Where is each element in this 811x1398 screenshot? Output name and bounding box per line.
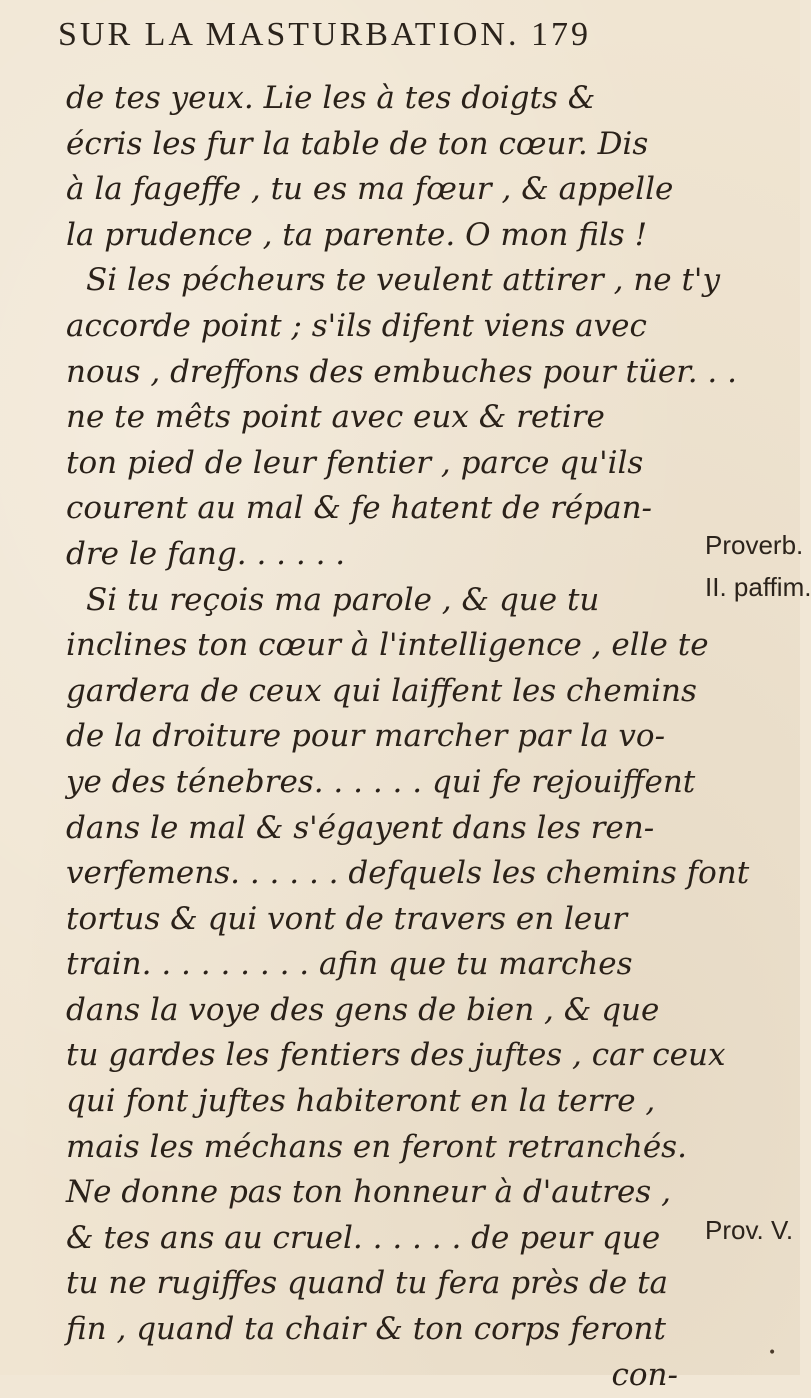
text-line-1: de tes yeux. Lie les à tes doigts &: [66, 80, 596, 116]
text-line-21: dans la voye des gens de bien , & que: [66, 991, 660, 1028]
text-line-23: qui font juftes habiteront en la terre ,: [66, 1083, 656, 1120]
text-line-13: inclines ton cœur à l'intelligence , elle te: [66, 627, 709, 664]
text-line-25: Ne donne pas ton honneur à d'autres ,: [66, 1174, 671, 1211]
text-line-4: la prudence , ta parente. O mon fils !: [66, 216, 648, 253]
text-line-7: nous , dreffons des embuches pour tüer. . .: [66, 353, 737, 390]
text-line-3: à la fageffe , tu es ma fœur , & appelle: [66, 171, 674, 208]
text-line-17: dans le mal & s'égayent dans les ren-: [66, 809, 655, 846]
text-line-20: train. . . . . . . . . afin que tu marches: [66, 946, 633, 983]
text-line-12: Si tu reçois ma parole , & que tu: [86, 581, 600, 618]
text-line-24: mais les méchans en feront retranchés.: [66, 1128, 687, 1165]
text-line-2: écris les fur la table de ton cœur. Dis: [66, 125, 649, 162]
margin-note-prov-v: Prov. V.: [705, 1215, 794, 1245]
text-line-18: verfemens. . . . . . defquels les chemins font: [66, 855, 750, 892]
text-line-27: tu ne rugiffes quand tu fera près de ta: [66, 1265, 669, 1302]
text-line-26: & tes ans au cruel. . . . . . de peur que: [66, 1219, 661, 1256]
text-line-15: de la droiture pour marcher par la vo-: [66, 718, 666, 755]
text-line-22: tu gardes les fentiers des juftes , car ceux: [66, 1037, 726, 1074]
text-line-10: courent au mal & fe hatent de répan-: [66, 490, 653, 527]
text-line-14: gardera de ceux qui laiffent les chemins: [66, 672, 697, 709]
text-line-8: ne te mêts point avec eux & retire: [66, 399, 605, 436]
text-line-9: ton pied de leur fentier , parce qu'ils: [66, 444, 644, 481]
running-head: SUR LA MASTURBATION. 179: [58, 16, 591, 53]
margin-note-passim: II. paffim.: [705, 572, 811, 602]
text-line-6: accorde point ; s'ils difent viens avec: [66, 307, 647, 344]
text-line-5: Si les pécheurs te veulent attirer , ne t'y: [86, 262, 720, 299]
ink-speck: •: [768, 1345, 777, 1361]
catchword: con-: [611, 1356, 678, 1393]
text-line-16: ye des ténebres. . . . . . qui fe rejouiffent: [66, 763, 696, 800]
text-line-11: dre le fang. . . . . .: [66, 535, 346, 572]
text-line-28: fin , quand ta chair & ton corps feront: [66, 1311, 666, 1348]
margin-note-proverb: Proverb.: [705, 530, 804, 560]
text-line-19: tortus & qui vont de travers en leur: [66, 900, 628, 937]
